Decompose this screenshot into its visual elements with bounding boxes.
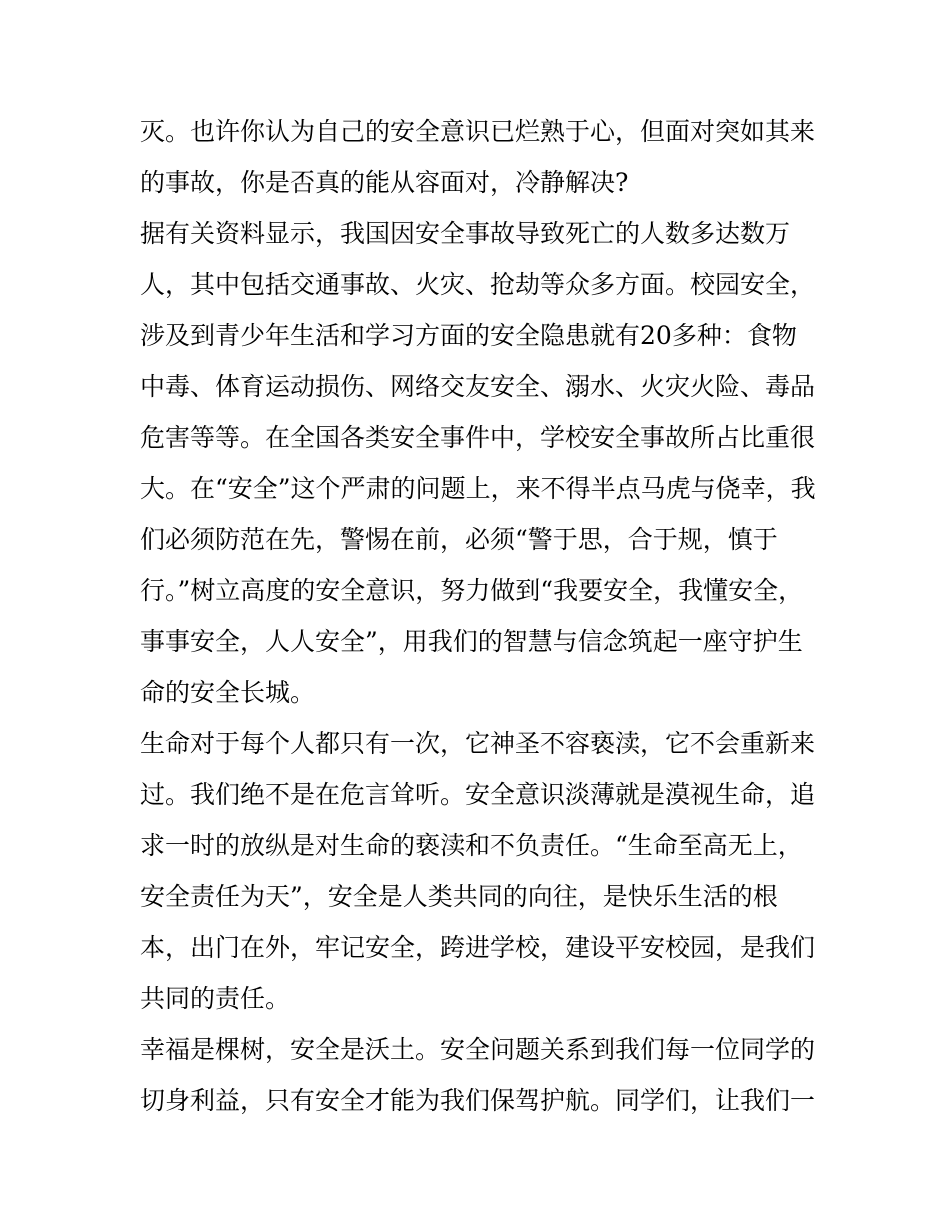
- text-line: 安全责任为天”，安全是人类共同的向往，是快乐生活的根: [140, 882, 778, 911]
- text-line: 共同的责任。: [140, 984, 291, 1013]
- body-text: [140, 106, 820, 1126]
- text-line: 本，出门在外，牢记安全，跨进学校，建设平安校园，是我们: [140, 933, 816, 962]
- text-line: 人，其中包括交通事故、火灾、抢劫等众多方面。校园安全，: [140, 270, 816, 299]
- text-line: 幸福是棵树，安全是沃土。安全问题关系到我们每一位同学的: [140, 1035, 816, 1064]
- text-line: 涉及到青少年生活和学习方面的安全隐患就有20多种：食物: [140, 321, 797, 350]
- text-line: 们必须防范在先，警惕在前，必须“警于思，合于规，慎于: [140, 525, 778, 554]
- text-line: 危害等等。在全国各类安全事件中，学校安全事故所占比重很: [140, 423, 816, 452]
- text-line: 中毒、体育运动损伤、网络交友安全、溺水、火灾火险、毒品: [140, 372, 816, 401]
- text-line: 大。在“安全”这个严肃的问题上，来不得半点马虎与侥幸，我: [140, 474, 816, 503]
- text-line: 生命对于每个人都只有一次，它神圣不容亵渎，它不会重新来: [140, 729, 816, 758]
- text-line: 据有关资料显示，我国因安全事故导致死亡的人数多达数万: [140, 219, 791, 248]
- text-line: 命的安全长城。: [140, 678, 316, 707]
- text-line: 灭。也许你认为自己的安全意识已烂熟于心，但面对突如其来: [140, 117, 816, 146]
- text-line: 事事安全，人人安全”，用我们的智慧与信念筑起一座守护生: [140, 627, 803, 656]
- text-line: 的事故，你是否真的能从容面对，冷静解决?: [140, 168, 629, 197]
- text-line: 切身利益，只有安全才能为我们保驾护航。同学们，让我们一: [140, 1086, 816, 1115]
- text-line: 过。我们绝不是在危言耸听。安全意识淡薄就是漠视生命，追: [140, 780, 816, 809]
- text-line: 求一时的放纵是对生命的亵渎和不负责任。“生命至高无上，: [140, 831, 803, 860]
- text-line: 行。”树立高度的安全意识，努力做到“我要安全，我懂安全，: [140, 576, 804, 605]
